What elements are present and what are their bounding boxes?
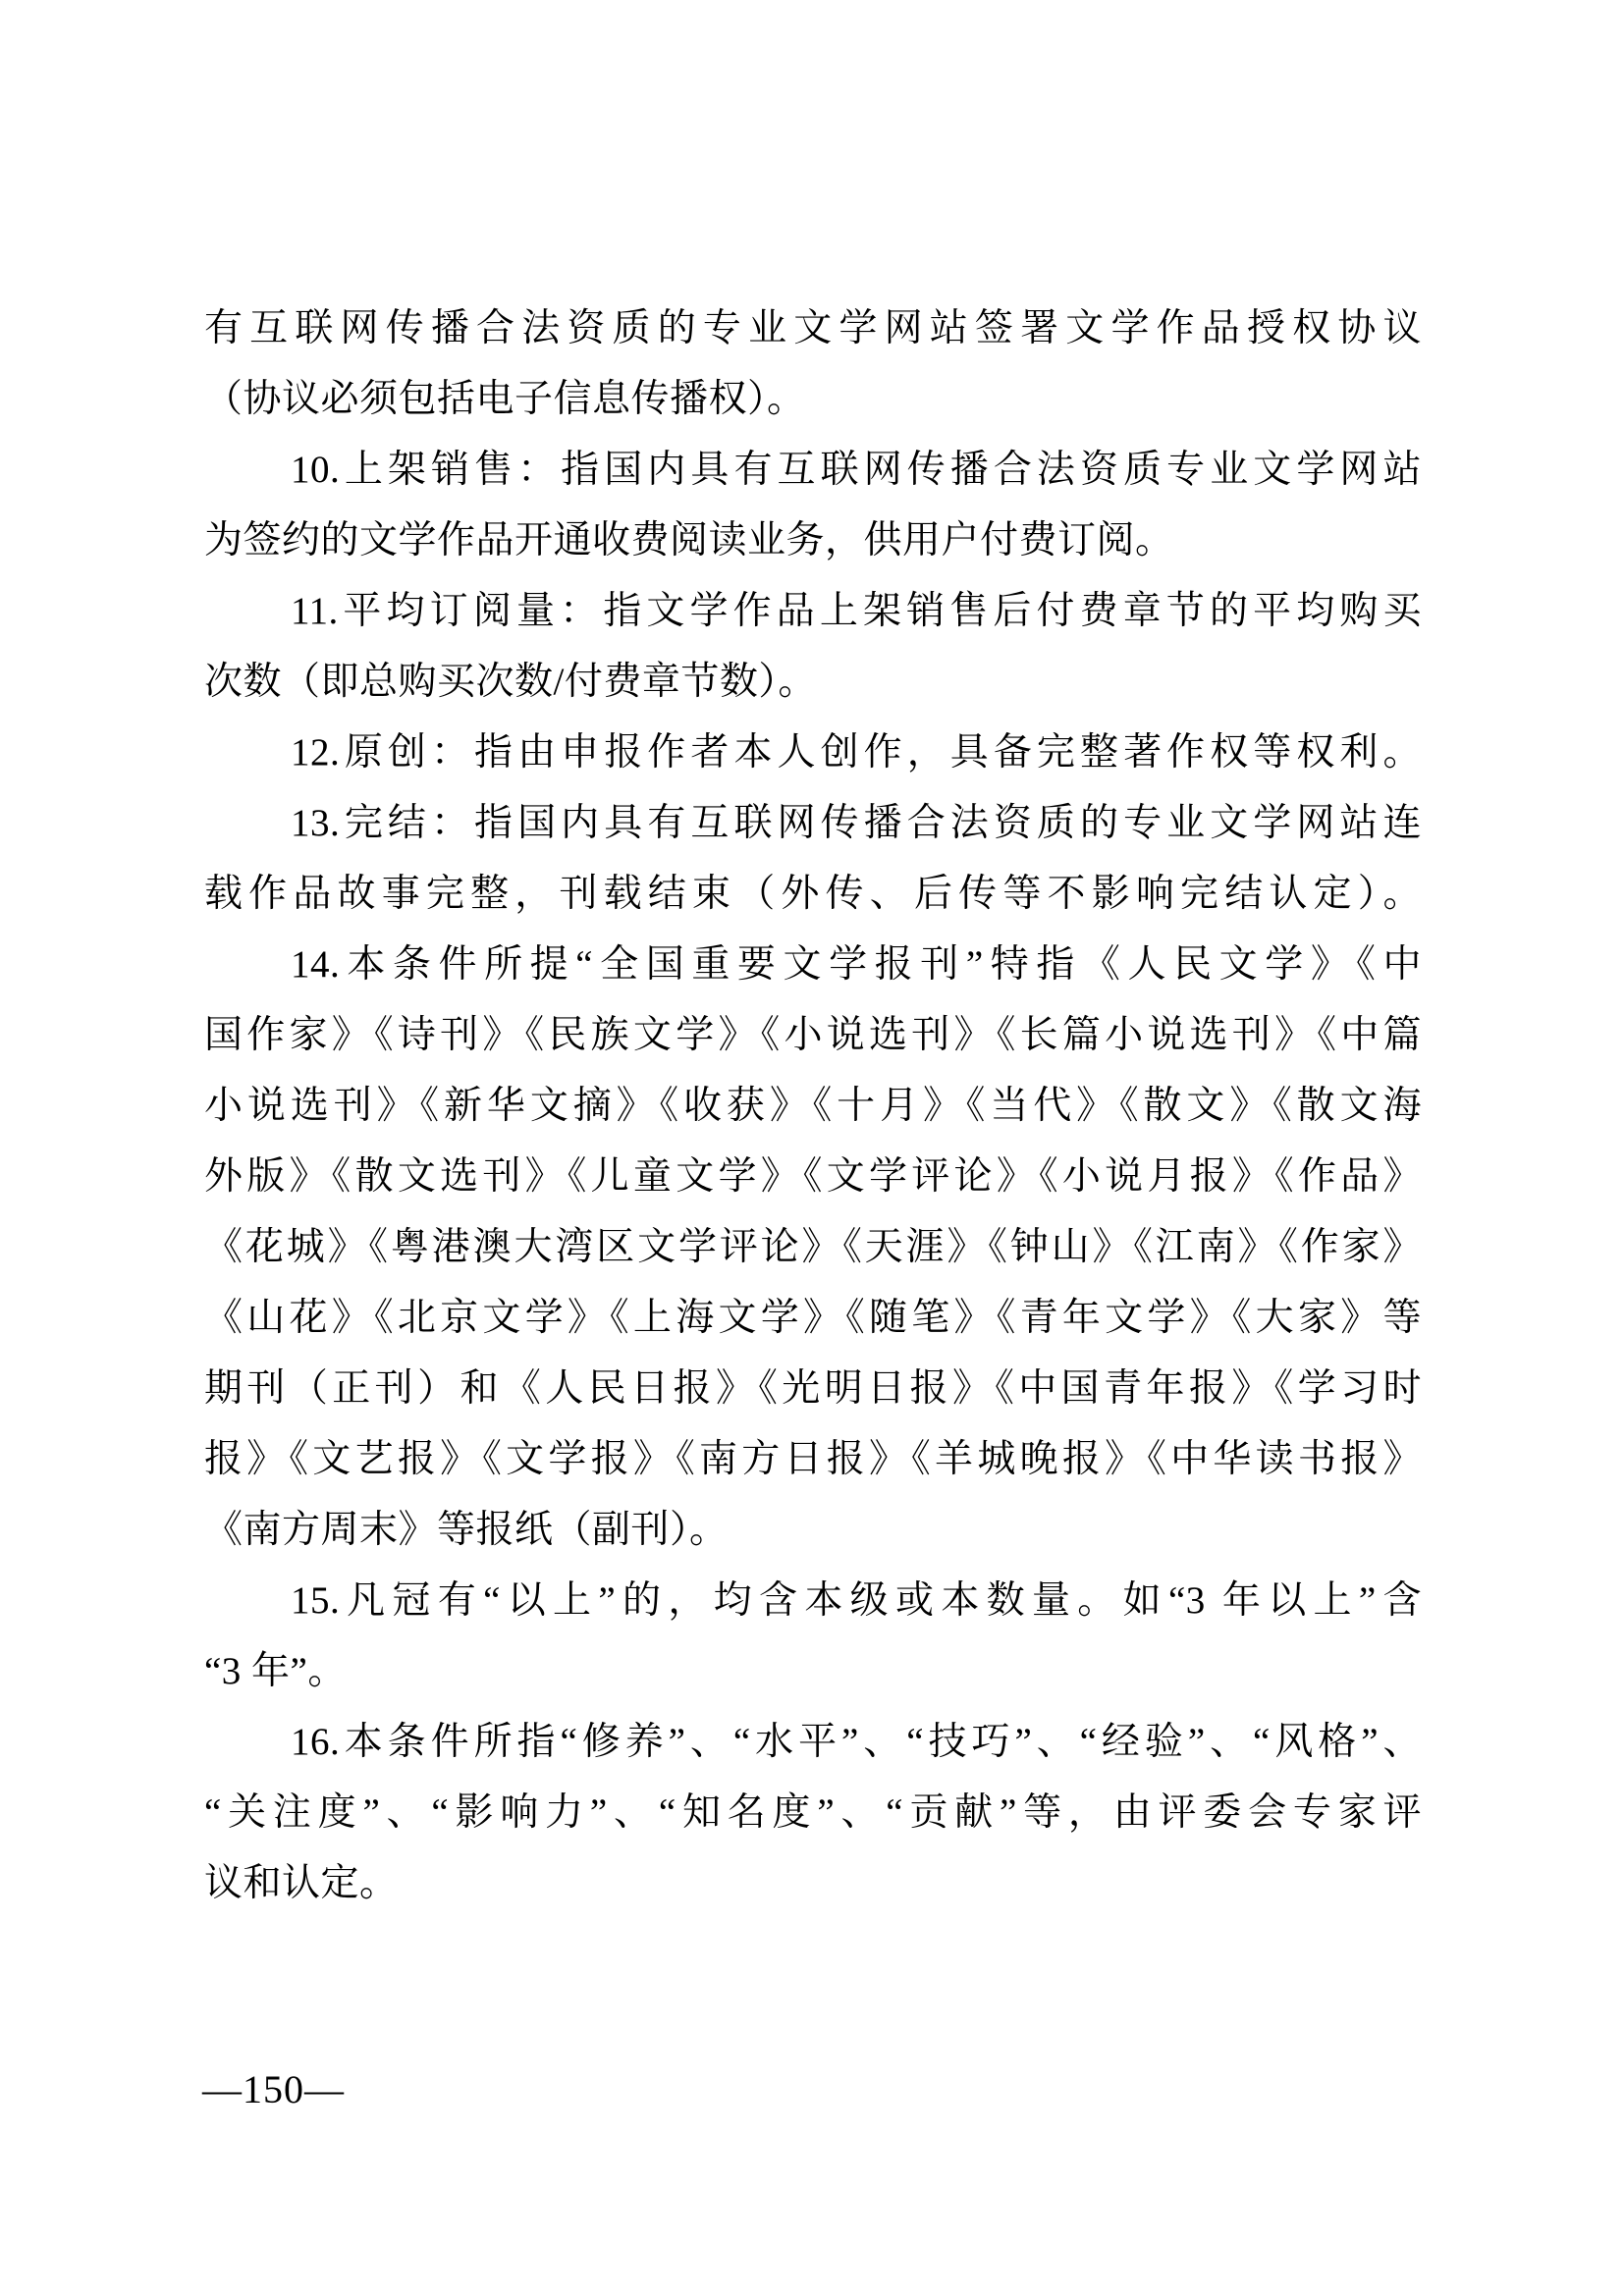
text-line-16: 期刊（正刊）和《人民日报》《光明日报》《中国青年报》《学习时 [204, 1367, 1422, 1410]
text-line-18: 《南方周末》等报纸（副刊）。 [204, 1509, 729, 1551]
text-line-19: 15.凡冠有“以上”的，均含本级或本数量。如“3 年以上”含 [291, 1579, 1422, 1622]
text-line-17: 报》《文艺报》《文学报》《南方日报》《羊城晚报》《中华读书报》 [204, 1438, 1422, 1480]
text-line-6: 次数（即总购买次数/付费章节数）。 [204, 661, 817, 703]
text-line-7: 12.原创：指由申报作者本人创作，具备完整著作权等权利。 [291, 731, 1422, 774]
text-line-22: “关注度”、“影响力”、“知名度”、“贡献”等，由评委会专家评 [204, 1791, 1422, 1834]
text-line-10: 14.本条件所提“全国重要文学报刊”特指《人民文学》《中 [291, 943, 1422, 986]
text-line-15: 《山花》《北京文学》《上海文学》《随笔》《青年文学》《大家》等 [204, 1297, 1422, 1339]
text-line-14: 《花城》《粤港澳大湾区文学评论》《天涯》《钟山》《江南》《作家》 [204, 1226, 1422, 1268]
text-line-3: 10.上架销售：指国内具有互联网传播合法资质专业文学网站 [291, 449, 1422, 491]
text-line-1: 有互联网传播合法资质的专业文学网站签署文学作品授权协议 [204, 307, 1422, 349]
text-line-5: 11.平均订阅量：指文学作品上架销售后付费章节的平均购买 [291, 590, 1422, 632]
text-line-21: 16.本条件所指“修养”、“水平”、“技巧”、“经验”、“风格”、 [291, 1721, 1422, 1763]
page-number: —150— [202, 2067, 345, 2111]
text-line-9: 载作品故事完整，刊载结束（外传、后传等不影响完结认定）。 [204, 873, 1422, 915]
document-body [204, 294, 1422, 1919]
text-line-4: 为签约的文学作品开通收费阅读业务，供用户付费订阅。 [204, 519, 1174, 561]
text-line-12: 小说选刊》《新华文摘》《收获》《十月》《当代》《散文》《散文海 [204, 1085, 1422, 1127]
text-line-11: 国作家》《诗刊》《民族文学》《小说选刊》《长篇小说选刊》《中篇 [204, 1014, 1422, 1056]
text-line-23: 议和认定。 [204, 1862, 399, 1904]
text-line-20: “3 年”。 [204, 1650, 347, 1692]
text-line-8: 13.完结：指国内具有互联网传播合法资质的专业文学网站连 [291, 802, 1422, 844]
text-line-13: 外版》《散文选刊》《儿童文学》《文学评论》《小说月报》《作品》 [204, 1155, 1422, 1198]
text-line-2: （协议必须包括电子信息传播权）。 [204, 378, 806, 420]
